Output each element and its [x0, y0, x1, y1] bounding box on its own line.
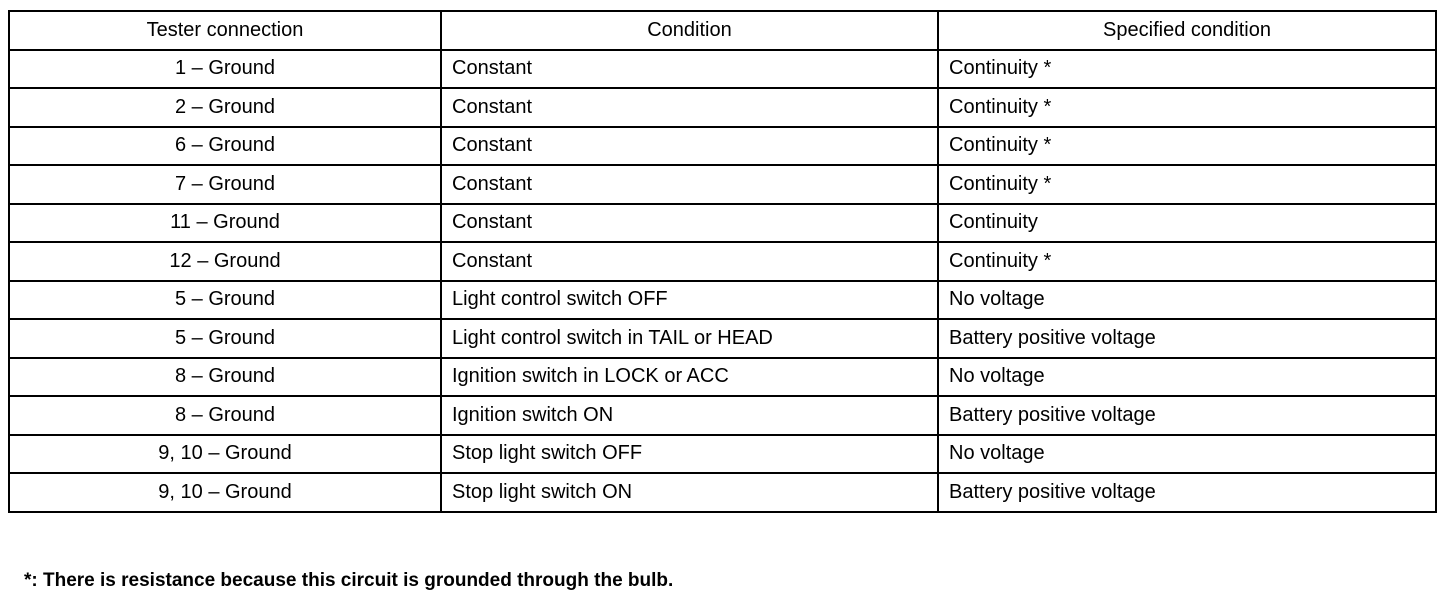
condition-cell: Stop light switch OFF — [441, 435, 938, 474]
tester-connection-cell: 1 – Ground — [9, 50, 441, 89]
specification-table — [8, 10, 1437, 513]
header-row — [9, 11, 1436, 50]
table-row — [9, 396, 1436, 435]
specified-condition-cell: Battery positive voltage — [938, 396, 1436, 435]
tester-connection-cell: 6 – Ground — [9, 127, 441, 166]
specified-condition-cell: Continuity * — [938, 88, 1436, 127]
specified-condition-cell: No voltage — [938, 435, 1436, 474]
specified-condition-cell: No voltage — [938, 358, 1436, 397]
condition-cell: Light control switch OFF — [441, 281, 938, 320]
tester-connection-cell: 12 – Ground — [9, 242, 441, 281]
specified-condition-cell: Continuity * — [938, 50, 1436, 89]
condition-cell: Ignition switch ON — [441, 396, 938, 435]
specified-condition-cell: Continuity * — [938, 242, 1436, 281]
tester-connection-cell: 8 – Ground — [9, 396, 441, 435]
header-specified-condition: Specified condition — [938, 11, 1436, 50]
specified-condition-cell: Continuity — [938, 204, 1436, 243]
tester-connection-cell: 9, 10 – Ground — [9, 435, 441, 474]
header-condition: Condition — [441, 11, 938, 50]
specified-condition-cell: Continuity * — [938, 165, 1436, 204]
table-row — [9, 204, 1436, 243]
condition-cell: Constant — [441, 165, 938, 204]
table-row — [9, 88, 1436, 127]
table-row — [9, 165, 1436, 204]
tester-connection-cell: 5 – Ground — [9, 319, 441, 358]
table-row — [9, 358, 1436, 397]
header-tester-connection: Tester connection — [9, 11, 441, 50]
table-row — [9, 435, 1436, 474]
condition-cell: Constant — [441, 127, 938, 166]
table-row — [9, 473, 1436, 512]
tester-connection-cell: 9, 10 – Ground — [9, 473, 441, 512]
specified-condition-cell: Battery positive voltage — [938, 473, 1436, 512]
condition-cell: Ignition switch in LOCK or ACC — [441, 358, 938, 397]
footnote: *: There is resistance because this circuit is grounded through the bulb. — [24, 570, 674, 591]
specified-condition-cell: No voltage — [938, 281, 1436, 320]
specified-condition-cell: Continuity * — [938, 127, 1436, 166]
table-row — [9, 319, 1436, 358]
condition-cell: Constant — [441, 50, 938, 89]
condition-cell: Light control switch in TAIL or HEAD — [441, 319, 938, 358]
tester-connection-cell: 5 – Ground — [9, 281, 441, 320]
condition-cell: Constant — [441, 204, 938, 243]
tester-connection-cell: 11 – Ground — [9, 204, 441, 243]
tester-connection-cell: 8 – Ground — [9, 358, 441, 397]
table-row — [9, 281, 1436, 320]
tester-connection-cell: 2 – Ground — [9, 88, 441, 127]
table-row — [9, 127, 1436, 166]
condition-cell: Stop light switch ON — [441, 473, 938, 512]
table-row — [9, 242, 1436, 281]
specified-condition-cell: Battery positive voltage — [938, 319, 1436, 358]
condition-cell: Constant — [441, 242, 938, 281]
table-row — [9, 50, 1436, 89]
condition-cell: Constant — [441, 88, 938, 127]
tester-connection-cell: 7 – Ground — [9, 165, 441, 204]
